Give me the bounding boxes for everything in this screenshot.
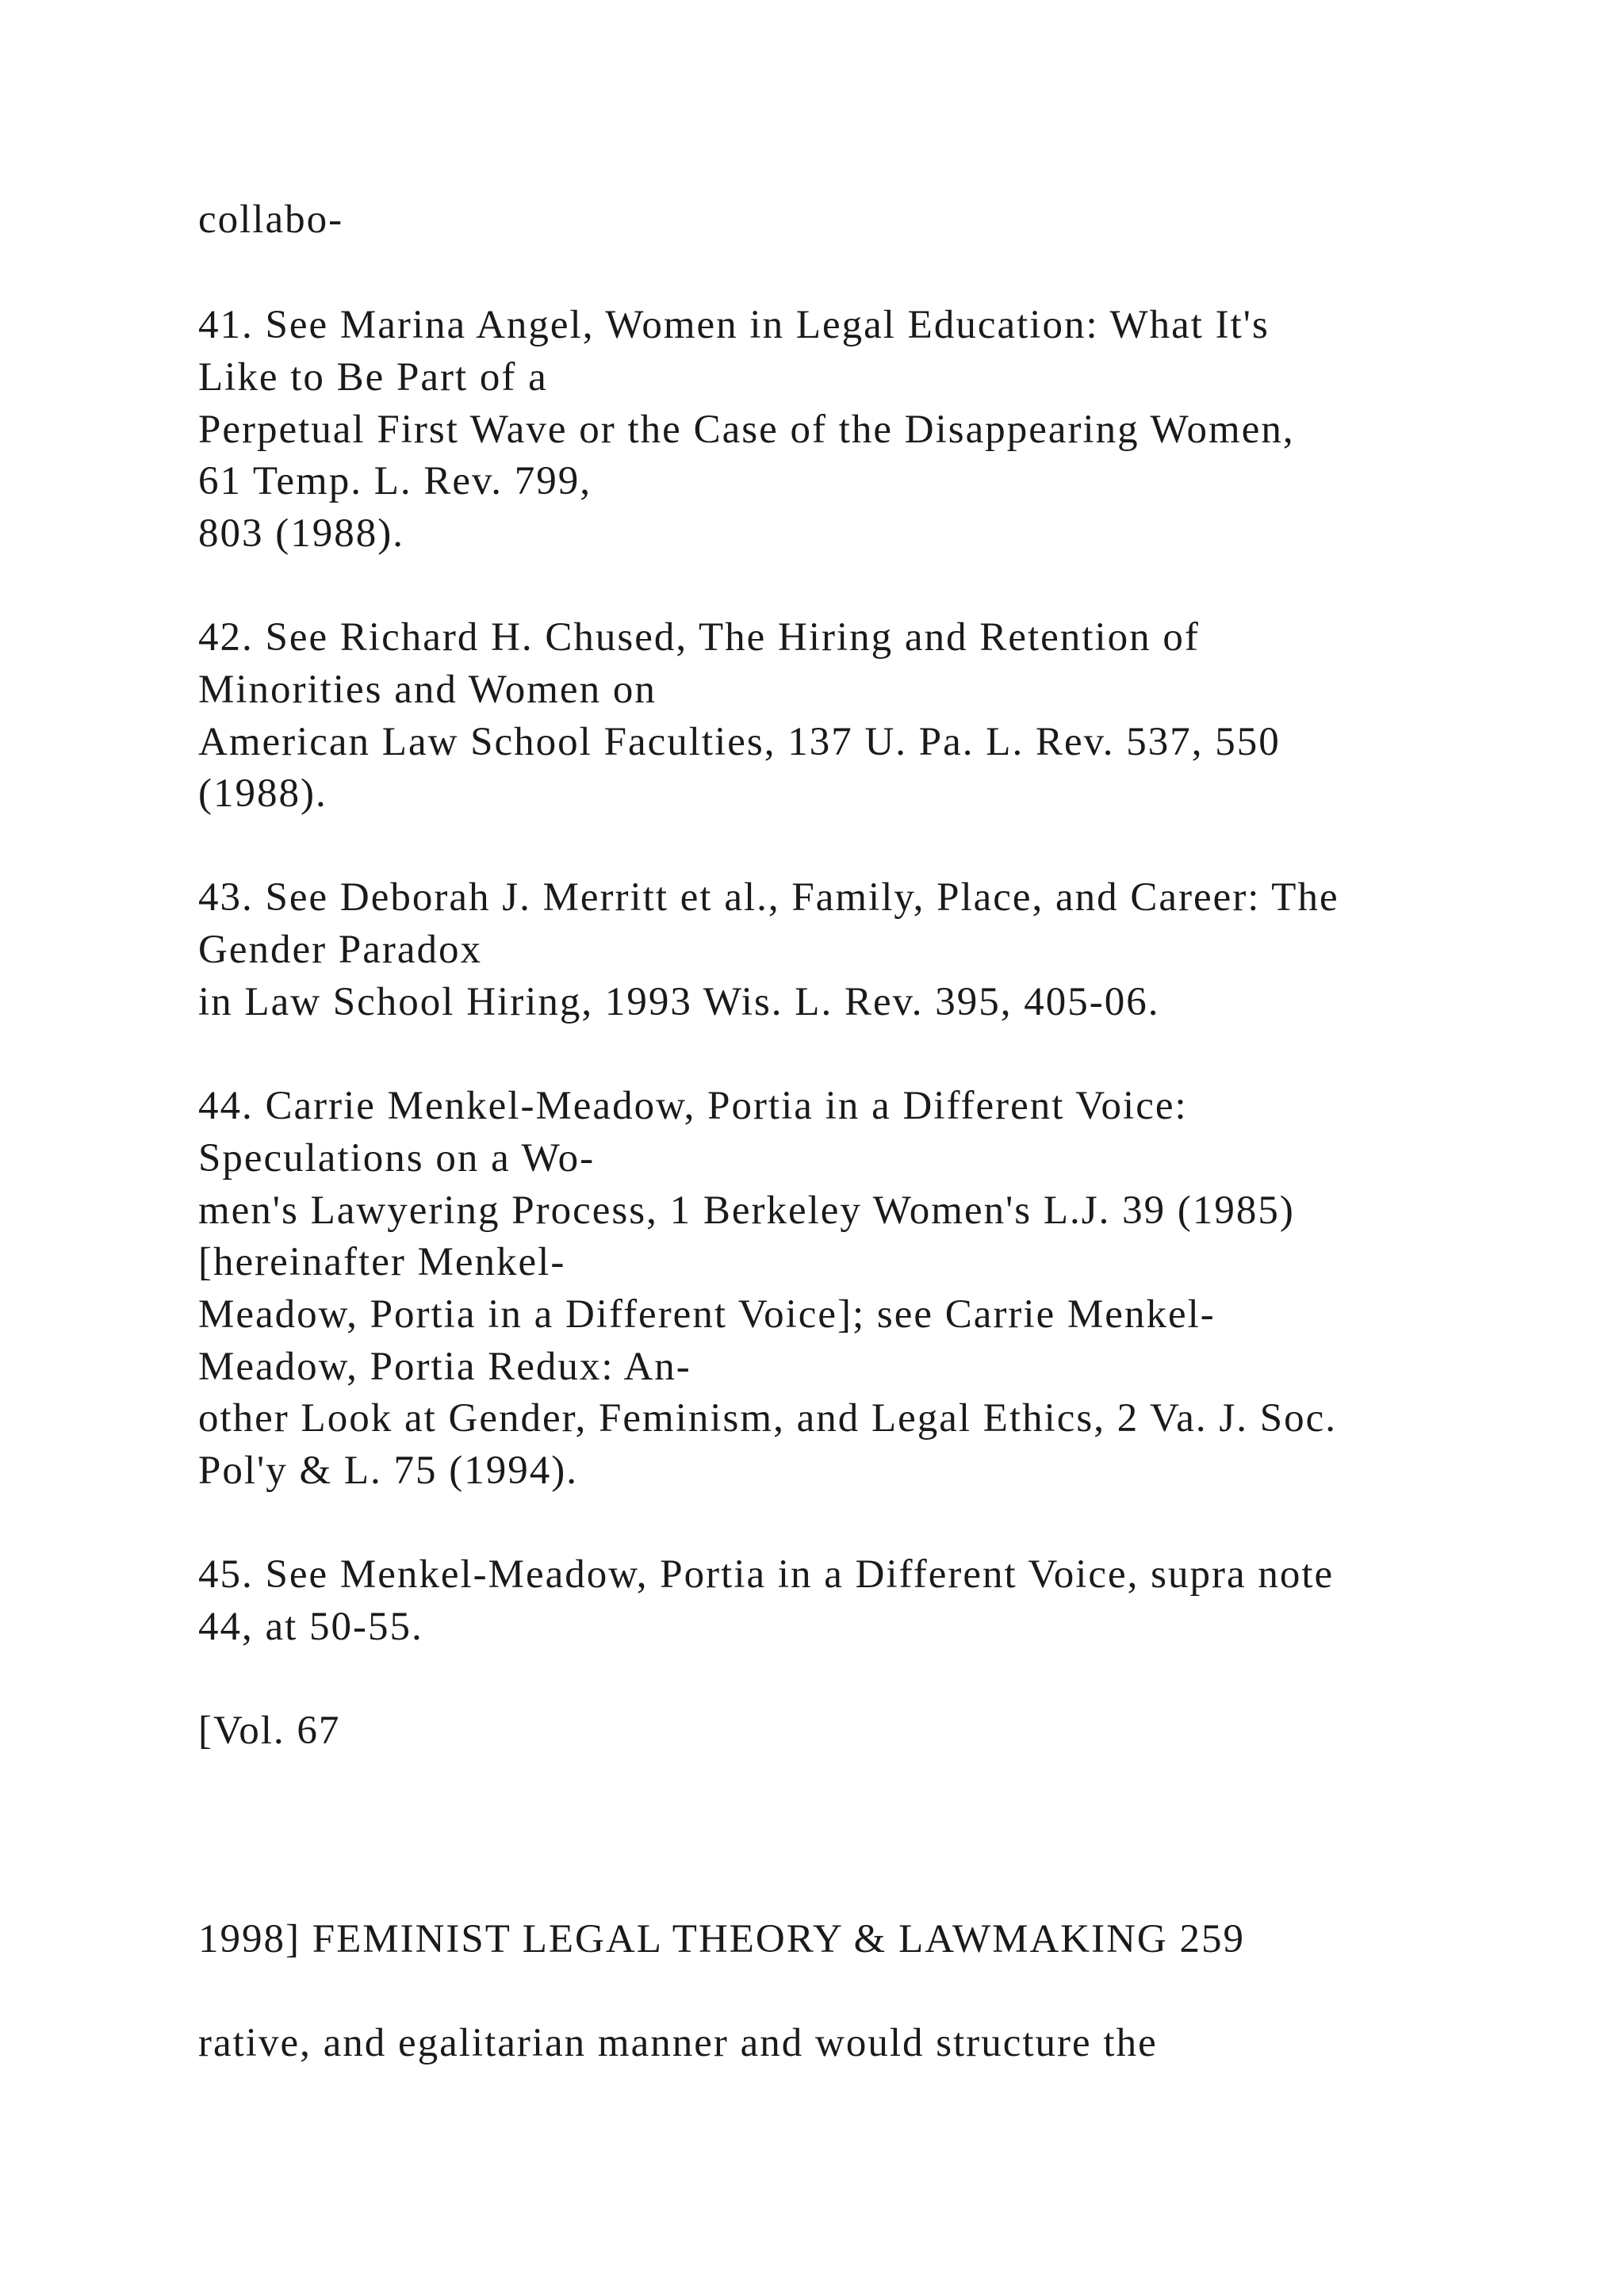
footnote-45-line-2: 44, at 50-55. [198,1605,423,1649]
footnote-41-line-1: 41. See Marina Angel, Women in Legal Education: What It's [198,303,1270,347]
footnote-41-line-3: Perpetual First Wave or the Case of the Disappearing Women, [198,408,1295,452]
text-line-collabo: collabo- [198,197,344,242]
footnote-44-line-4: [hereinafter Menkel- [198,1240,566,1284]
footnote-42-line-4: (1988). [198,771,327,816]
volume-marker: [Vol. 67 [198,1709,341,1753]
footnote-44-line-8: Pol'y & L. 75 (1994). [198,1448,579,1493]
footnote-42-line-3: American Law School Faculties, 137 U. Pa. L. Rev. 537, 550 [198,720,1281,764]
body-text-line: rative, and egalitarian manner and would structure the [198,2021,1158,2065]
footnote-43-line-3: in Law School Hiring, 1993 Wis. L. Rev. 395, 405-06. [198,980,1160,1024]
footnote-42-line-1: 42. See Richard H. Chused, The Hiring and Retention of [198,615,1200,660]
footnote-45-line-1: 45. See Menkel-Meadow, Portia in a Different Voice, supra note [198,1552,1335,1597]
footnote-42-line-2: Minorities and Women on [198,668,657,712]
footnote-44-line-1: 44. Carrie Menkel-Meadow, Portia in a Different Voice: [198,1084,1188,1128]
footnote-43-line-1: 43. See Deborah J. Merritt et al., Family, Place, and Career: The [198,875,1339,920]
footnote-44-line-6: Meadow, Portia Redux: An- [198,1345,691,1389]
footnote-44-line-5: Meadow, Portia in a Different Voice]; see Carrie Menkel- [198,1292,1216,1337]
footnote-44-line-7: other Look at Gender, Feminism, and Legal Ethics, 2 Va. J. Soc. [198,1396,1338,1441]
footnote-44-line-2: Speculations on a Wo- [198,1136,596,1181]
footnote-41-line-5: 803 (1988). [198,511,404,556]
footnote-43-line-2: Gender Paradox [198,928,482,972]
footnote-41-line-4: 61 Temp. L. Rev. 799, [198,459,592,503]
footnote-44-line-3: men's Lawyering Process, 1 Berkeley Women's L.J. 39 (1985) [198,1188,1295,1233]
footnote-41-line-2: Like to Be Part of a [198,355,548,400]
running-header: 1998] FEMINIST LEGAL THEORY & LAWMAKING 259 [198,1917,1246,1961]
